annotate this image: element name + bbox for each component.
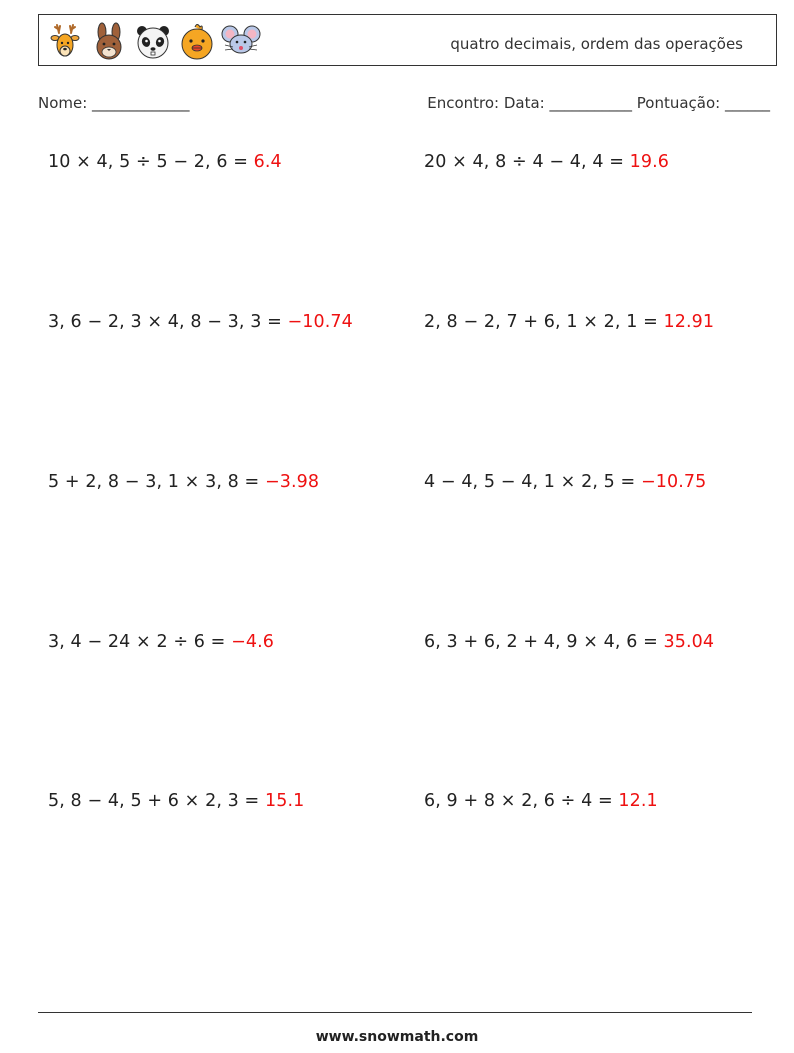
problem-expression: 2, 8 − 2, 7 + 6, 1 × 2, 1 = — [424, 312, 664, 332]
problem-answer: −3.98 — [264, 472, 320, 492]
problem-9 — [48, 791, 304, 811]
problem-4 — [424, 312, 714, 332]
problem-answer: −10.74 — [287, 312, 353, 332]
problem-expression: 10 × 4, 5 ÷ 5 − 2, 6 = — [48, 152, 254, 172]
mouse-icon — [221, 21, 261, 61]
name-field: Nome: _____________ — [38, 94, 190, 112]
problem-answer: 6.4 — [253, 152, 282, 172]
problem-3 — [48, 312, 353, 332]
problem-answer: 12.1 — [618, 791, 658, 811]
problem-7 — [48, 632, 274, 652]
panda-icon — [133, 21, 173, 61]
problem-6 — [424, 472, 706, 492]
problem-answer: 35.04 — [663, 632, 715, 652]
deer-icon — [45, 21, 85, 61]
rabbit-icon — [89, 21, 129, 61]
problem-answer: 15.1 — [264, 791, 305, 811]
problem-expression: 3, 6 − 2, 3 × 4, 8 − 3, 3 = — [48, 312, 288, 332]
problem-5 — [48, 472, 319, 492]
problem-10 — [424, 791, 658, 811]
problem-answer: 19.6 — [629, 152, 670, 172]
problem-2 — [424, 152, 669, 172]
footer-site: www.snowmath.com — [315, 1029, 479, 1045]
problem-expression: 20 × 4, 8 ÷ 4 − 4, 4 = — [424, 152, 630, 172]
problem-answer: −10.75 — [640, 472, 707, 492]
problem-expression: 6, 9 + 8 × 2, 6 ÷ 4 = — [424, 791, 619, 811]
problem-expression: 4 − 4, 5 − 4, 1 × 2, 5 = — [424, 472, 641, 492]
problem-expression: 6, 3 + 6, 2 + 4, 9 × 4, 6 = — [424, 632, 664, 652]
session-fields: Encontro: Data: ___________ Pontuação: ______ — [427, 94, 770, 112]
worksheet-title: quatro decimais, ordem das operações — [450, 35, 743, 53]
problem-expression: 5 + 2, 8 − 3, 1 × 3, 8 = — [48, 472, 265, 492]
problem-8 — [424, 632, 714, 652]
problem-answer: 12.91 — [663, 312, 715, 332]
header-box — [38, 14, 777, 66]
problem-answer: −4.6 — [231, 632, 274, 652]
problem-1 — [48, 152, 282, 172]
footer-divider — [38, 1012, 752, 1013]
problem-expression: 3, 4 − 24 × 2 ÷ 6 = — [48, 632, 232, 652]
chick-icon — [177, 21, 217, 61]
problem-expression: 5, 8 − 4, 5 + 6 × 2, 3 = — [48, 791, 265, 811]
